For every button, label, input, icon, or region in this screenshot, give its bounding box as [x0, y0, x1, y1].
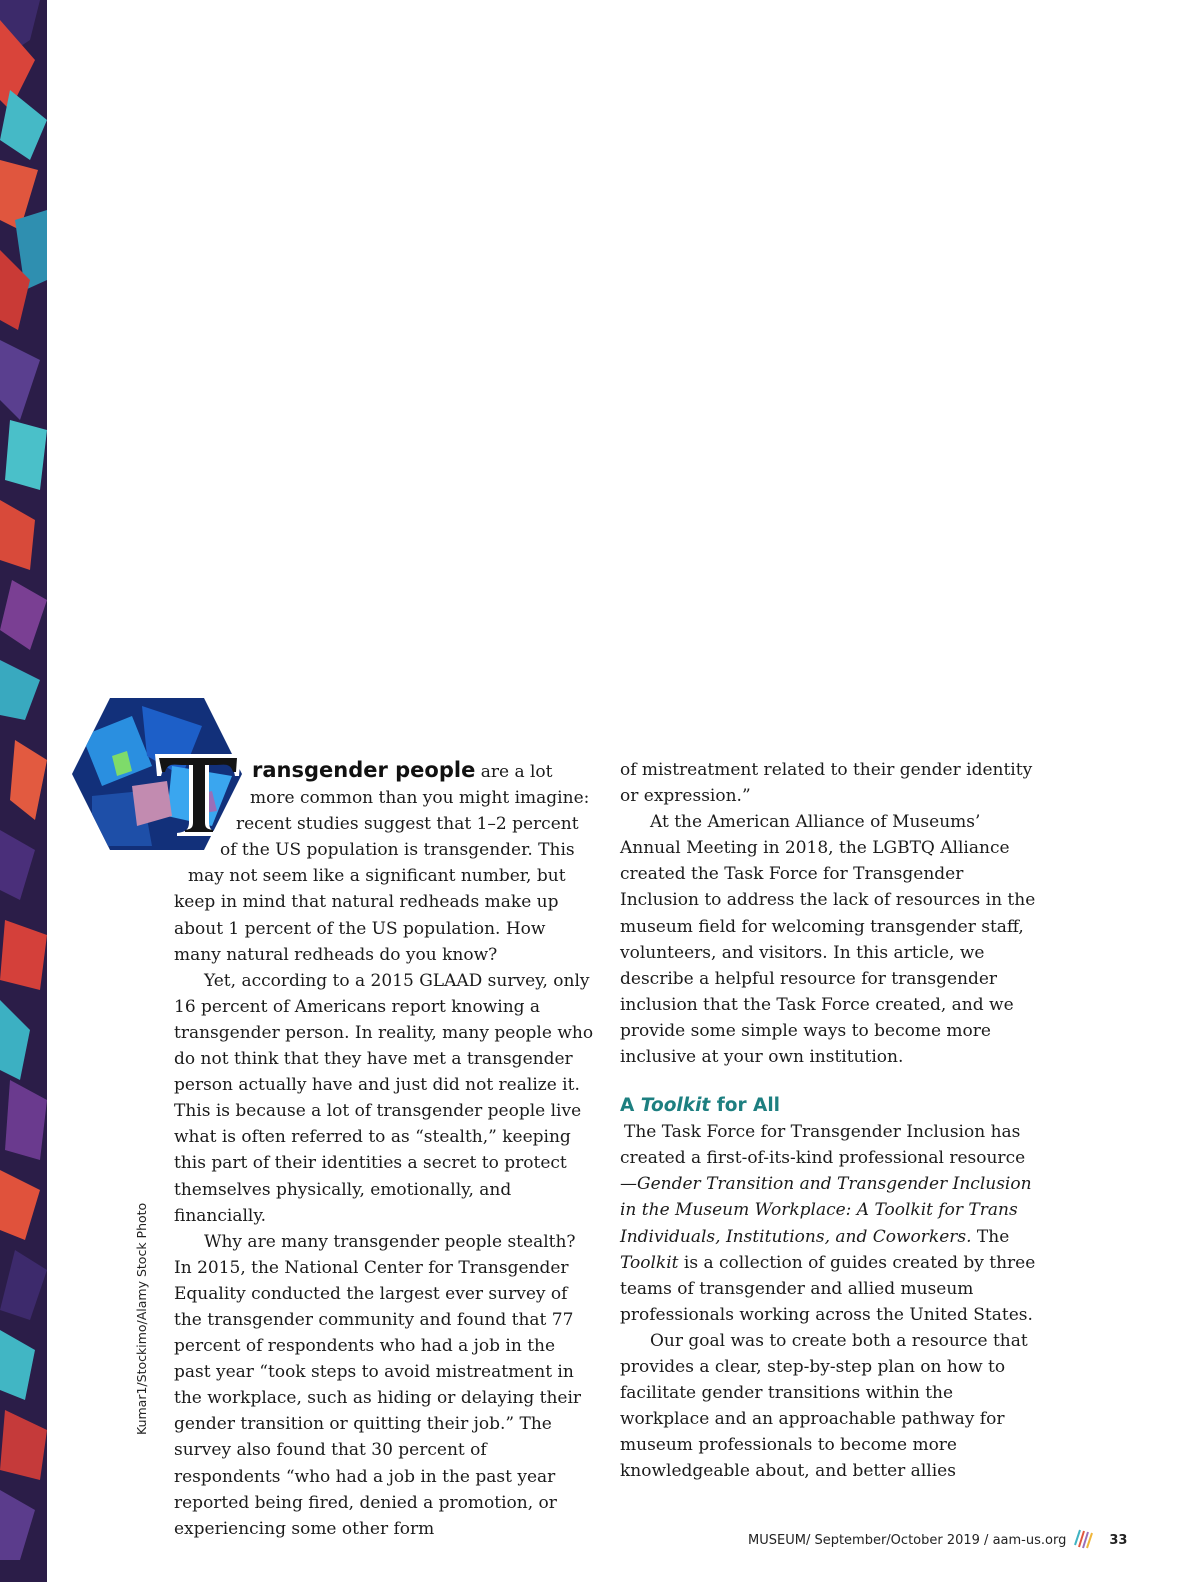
lead-bold-text: ransgender people: [252, 758, 476, 782]
section-heading-italic: Toolkit: [640, 1095, 711, 1117]
text-run: The Task Force for Transgender Inclusion has created a first-of-its-kind professional resource—: [620, 1122, 1026, 1195]
photo-credit: Kumar1/Stockimo/Alamy Stock Photo: [134, 1202, 149, 1435]
publication-name: MUSEUM: [748, 1532, 806, 1548]
issue-info: / September/October 2019 / aam-us.org: [805, 1532, 1067, 1548]
toolkit-title: Gender Transition and Transgender Inclusion in the Museum Workplace: A Toolkit for Trans Individuals, Institutions, and Coworkers.: [620, 1174, 1032, 1247]
article-column-1: [174, 757, 594, 1542]
paragraph: At the American Alliance of Museums’ Annual Meeting in 2018, the LGBTQ Alliance created the Task Force for Transgender Inclusion to address the lack of resources in the museum field for welcoming transgender staff, volunteers, and visitors. In this article, we describe a helpful resource for transgender inclusion that the Task Force created, and we provide some simple ways to become more inclusive at your own institution.: [620, 812, 1036, 1068]
paragraph: Why are many transgender people stealth? In 2015, the National Center for Transgender Equality conducted the largest ever survey of the transgender community and found that 77 percent of respondents who had a job in the past year “took steps to avoid mistreatment in the workplace, such as hiding or delaying their gender transition or quitting their job.” The survey also found that 30 percent of respondents “who had a job in the past year reported being fired, denied a promotion, or experiencing some other form: [174, 1231, 582, 1539]
aam-stripes-logo-icon: [1071, 1527, 1095, 1553]
section-heading-part: A: [620, 1095, 641, 1117]
paragraph: [620, 1119, 1040, 1328]
lead-paragraph-text: are a lot more common than you might imagine: recent studies suggest that 1–2 percent of the US population is transgender. This may not seem like a significant number, but keep in mind that natural redheads make up about 1 percent of the US population. How many natural redheads do you know?: [174, 762, 590, 965]
decorative-image-strip: [0, 0, 47, 1582]
paragraph: Our goal was to create both a resource that provides a clear, step-by-step plan on how to facilitate gender transitions within the workplace and an approachable pathway for museum professionals to become more knowledgeable about, and better allies: [620, 1330, 1028, 1482]
paragraph: of mistreatment related to their gender identity or expression.”: [620, 760, 1033, 807]
toolkit-italic: Toolkit: [620, 1252, 679, 1273]
paragraph: Yet, according to a 2015 GLAAD survey, only 16 percent of Americans report knowing a transgender person. In reality, many people who do not think that they have met a transgender person actually have and just did not realize it. This is because a lot of transgender people live what is often referred to as “stealth,” keeping this part of their identities a secret to protect themselves physically, emotionally, and financially.: [174, 970, 594, 1226]
section-heading-part: for All: [710, 1095, 781, 1117]
abstract-flower-pattern: [0, 0, 47, 1582]
article-column-2: [620, 757, 1040, 1484]
page-number: 33: [1109, 1532, 1128, 1548]
page-footer: [748, 1529, 1127, 1551]
text-run: The: [971, 1226, 1010, 1247]
text-run: is a collection of guides created by three teams of transgender and allied museum professionals working across the United States.: [620, 1252, 1036, 1325]
section-heading: [620, 1093, 1040, 1119]
